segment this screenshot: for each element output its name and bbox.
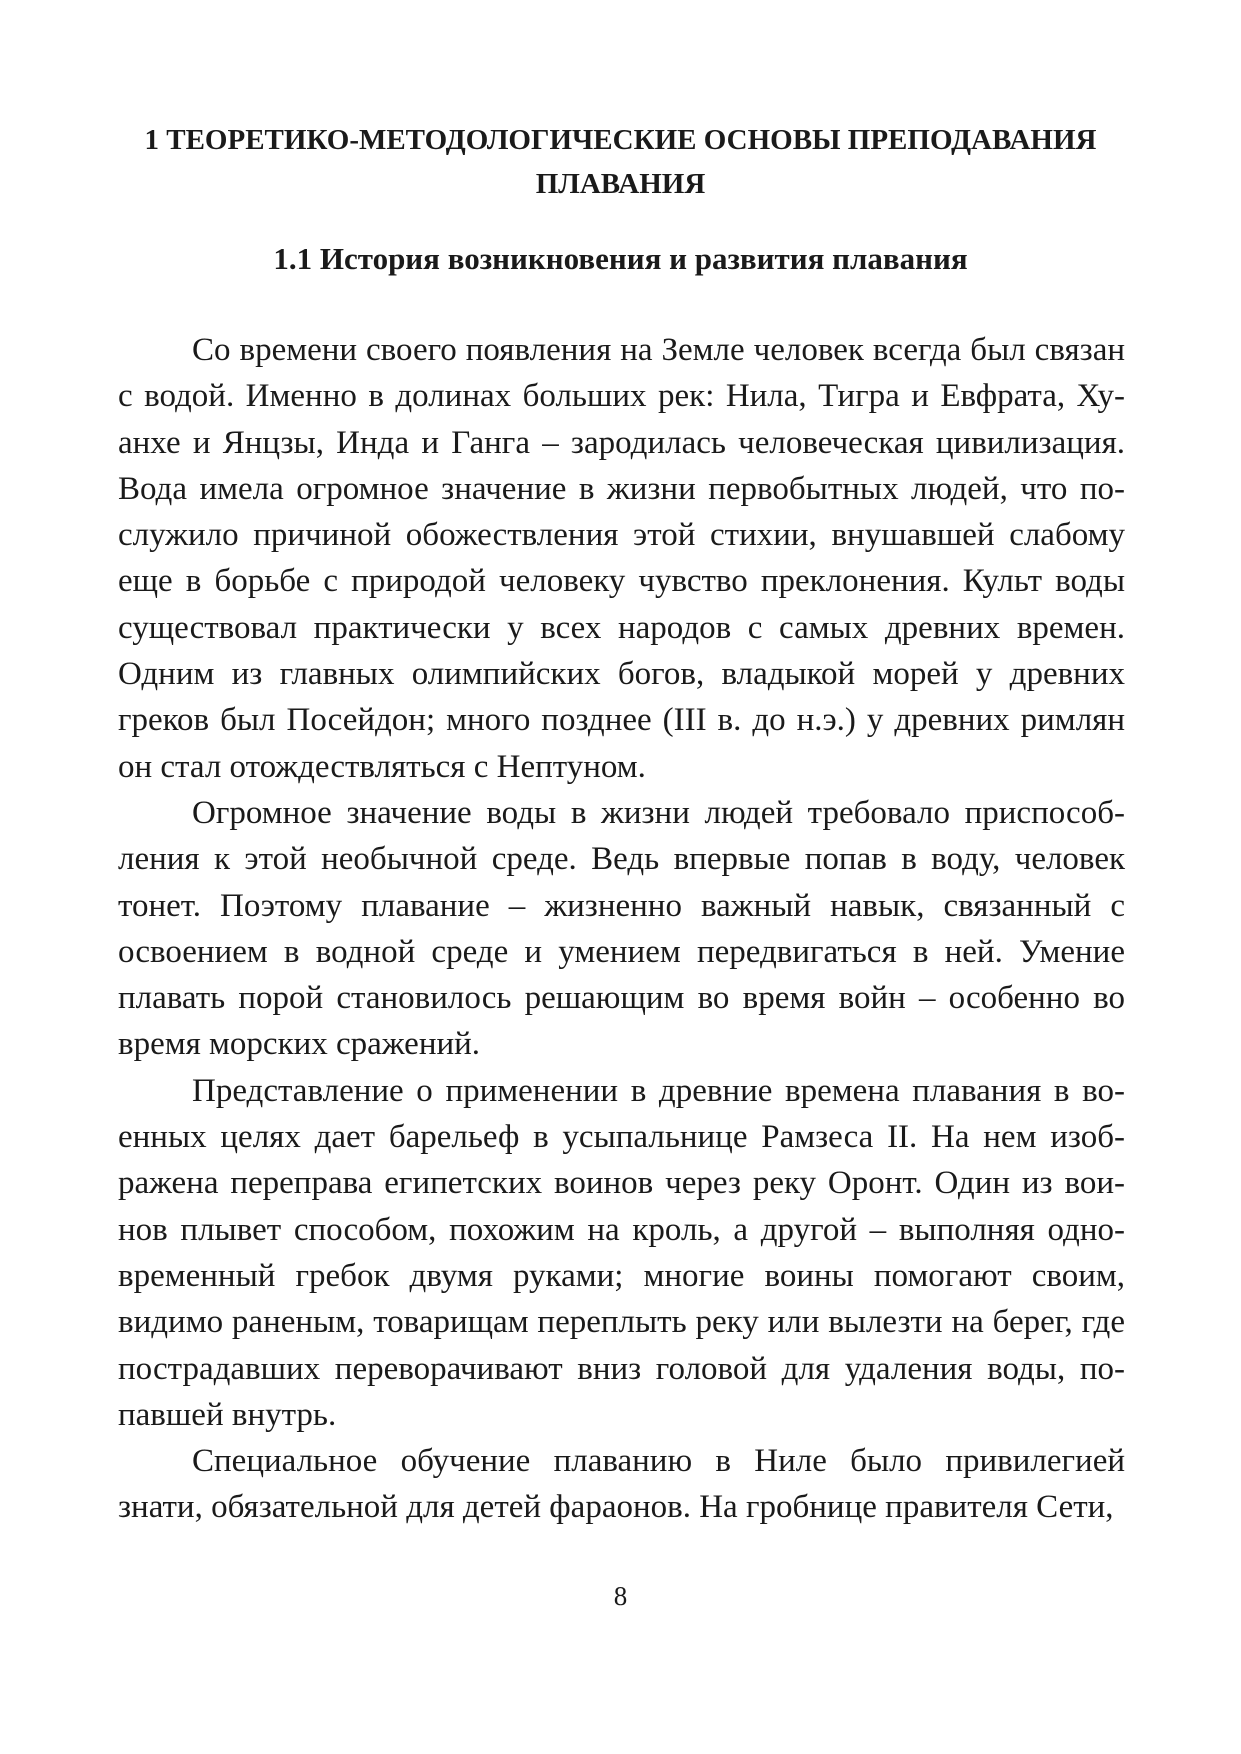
paragraph-1: Со времени своего появления на Земле человек всегда был связан с водой. Именно в долинах больших рек: Нила, Тигра и Евфрата, Хуанхе и Янцзы, Инда и Ганга – зародилась человеческая цивилизация. Вода имела огромное значение в жизни первобытных людей, что послужило причиной обожествления этой стихии, внушавшей слабому еще в борьбе с природой человеку чувство преклонения. Культ воды существовал практически у всех народов с самых древних времен. Одним из главных олимпийских богов, владыкой морей у древних греков был Посейдон; много позднее (III в. до н.э.) у древних римлян он стал отождествляться с Нептуном. [118, 332, 1125, 785]
body-text [118, 327, 1125, 1531]
chapter-title: 1 ТЕОРЕТИКО-МЕТОДОЛОГИЧЕСКИЕ ОСНОВЫ ПРЕПОДАВАНИЯ ПЛАВАНИЯ [144, 124, 1097, 200]
section-title: 1.1 История возникновения и развития плавания [273, 241, 968, 276]
paragraph-2: Огромное значение воды в жизни людей требовало приспособления к этой необычной среде. Ведь впервые попав в воду, человек тонет. Поэтому плавание – жизненно важный навык, связанный с освоением в водной среде и умением передвигаться в ней. Умение плавать порой становилось решающим во время войн – особенно во время морских сражений. [118, 794, 1125, 1063]
page-number: 8 [613, 1581, 628, 1611]
paragraph-3: Представление о применении в древние времена плавания в военных целях дает барельеф в усыпальнице Рамзеса II. На нем изображена переправа египетских воинов через реку Оронт. Один из воинов плывет способом, похожим на кроль, а другой – выполняя одновременный гребок двумя руками; многие воины помогают своим, видимо раненым, товарищам переплыть реку или вылезти на берег, где пострадавших переворачивают вниз головой для удаления воды, попавшей внутрь. [118, 1072, 1125, 1433]
paragraph-4: Специальное обучение плаванию в Ниле было привилегией знати, обязательной для детей фараонов. На гробнице правителя Сети, [118, 1443, 1125, 1526]
